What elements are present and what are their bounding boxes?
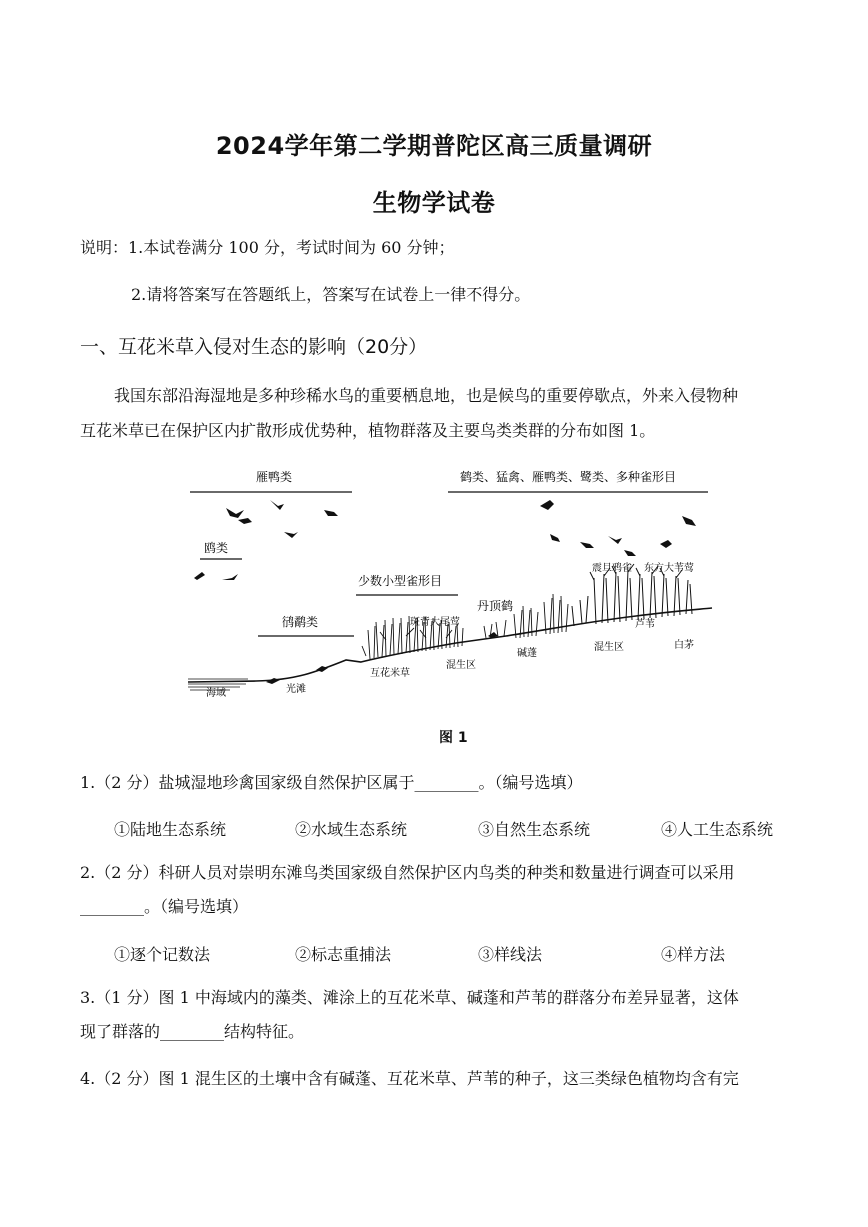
- q2-option-2: ②标志重捕法: [295, 945, 392, 964]
- birds: [194, 500, 696, 684]
- intro-line-2: 互花米草已在保护区内扩散形成优势种，植物群落及主要鸟类类群的分布如图 1。: [80, 421, 656, 440]
- intro-line-1: 我国东部沿海湿地是多种珍稀水鸟的重要栖息地，也是候鸟的重要停歇点，外来入侵物种: [114, 386, 739, 405]
- ecology-figure: [186, 460, 716, 705]
- label-hunsheng-2: 混生区: [594, 642, 624, 653]
- q1-option-3: ③自然生态系统: [478, 820, 591, 839]
- question-1: 1.（2 分）盐城湿地珍禽国家级自然保护区属于________。（编号选填）: [80, 773, 583, 792]
- exam-subtitle: 生物学试卷: [372, 189, 496, 217]
- label-jianpeng: 碱蓬: [517, 648, 537, 659]
- q2-option-3: ③样线法: [478, 945, 543, 964]
- question-4: 4.（2 分）图 1 混生区的土壤中含有碱蓬、互花米草、芦苇的种子，这三类绿色植物均含有完: [80, 1069, 739, 1088]
- label-hengyu: 鸻鹬类: [282, 615, 319, 629]
- label-hunsheng-1: 混生区: [446, 660, 476, 671]
- q1-option-2: ②水域生态系统: [295, 820, 408, 839]
- label-ou: 鸥类: [204, 541, 229, 555]
- instruction-line-1: 说明：1.本试卷满分 100 分，考试时间为 60 分钟；: [80, 238, 455, 257]
- q2-option-1: ①逐个记数法: [114, 945, 211, 964]
- label-dongfang: 东方大苇莺: [644, 563, 694, 574]
- label-top-right: 鹤类、猛禽、雁鸭类、鹭类、多种雀形目: [460, 470, 677, 484]
- question-3: 3.（1 分）图 1 中海域内的藻类、滩涂上的互花米草、碱蓬和芦苇的群落分布差异显著，这体: [80, 988, 739, 1007]
- label-haiyu: 海域: [206, 688, 226, 699]
- q2-option-4: ④样方法: [661, 945, 726, 964]
- question-3-line-2: 现了群落的________结构特征。: [80, 1022, 305, 1041]
- exam-title: 2024学年第二学期普陀区高三质量调研: [215, 132, 653, 160]
- label-zhenmu: 震旦鸦雀: [592, 563, 632, 574]
- question-2-line-2: ________。（编号选填）: [80, 897, 249, 916]
- question-2: 2.（2 分）科研人员对崇明东滩鸟类国家级自然保护区内鸟类的种类和数量进行调查可以采用: [80, 863, 735, 882]
- q1-option-1: ①陆地生态系统: [114, 820, 227, 839]
- label-guangtan: 光滩: [286, 684, 306, 695]
- label-danding: 丹顶鹤: [477, 599, 514, 613]
- q1-option-4: ④人工生态系统: [661, 820, 774, 839]
- instruction-line-2: 2.请将答案写在答题纸上，答案写在试卷上一律不得分。: [131, 285, 531, 304]
- label-baimao: 白茅: [674, 640, 694, 651]
- label-luwei: 芦苇: [635, 619, 655, 630]
- label-yanya: 雁鸭类: [256, 470, 293, 484]
- section-heading: 一、互花米草入侵对生态的影响（20分）: [80, 336, 428, 358]
- label-huhua: 互花米草: [370, 668, 410, 679]
- label-shaoshu: 少数小型雀形目: [358, 574, 443, 588]
- figure-caption: 图 1: [439, 730, 468, 746]
- label-banbei: 斑背大尾莺: [410, 617, 460, 628]
